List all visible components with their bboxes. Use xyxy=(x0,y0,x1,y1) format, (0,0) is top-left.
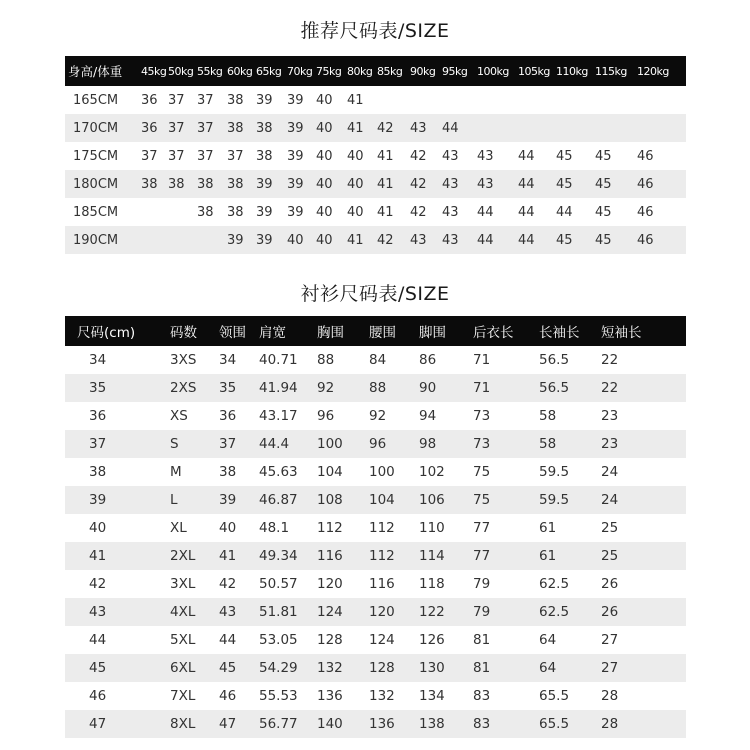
shirt-column-header: 码数 xyxy=(170,325,197,341)
shirt-size-cell: 88 xyxy=(317,352,335,368)
shirt-size-cell: 84 xyxy=(369,352,387,368)
recommended-size-cell xyxy=(442,86,477,114)
shirt-size-cell: 83 xyxy=(473,688,491,704)
shirt-size-cell: 140 xyxy=(317,716,343,732)
recommended-size-cell: 43 xyxy=(442,148,459,164)
recommend-row xyxy=(65,142,686,170)
shirt-size-cell: 122 xyxy=(419,604,445,620)
recommended-size-cell: 38 xyxy=(197,176,214,192)
shirt-size-cell: 45.63 xyxy=(259,464,298,480)
recommended-size-cell: 40 xyxy=(287,232,304,248)
shirt-column-header: 尺码(cm) xyxy=(77,325,136,341)
recommended-size-cell: 44 xyxy=(518,176,535,192)
shirt-size-cell: 36 xyxy=(219,408,237,424)
shirt-size-cell: 49.34 xyxy=(259,548,298,564)
recommended-size-cell: 38 xyxy=(141,176,158,192)
shirt-size-row xyxy=(65,514,686,542)
recommended-size-cell: 44 xyxy=(518,148,535,164)
recommended-size-cell: 39 xyxy=(256,176,273,192)
shirt-size-cell: 120 xyxy=(317,576,343,592)
shirt-size-cell: 39 xyxy=(219,492,237,508)
weight-header: 50kg xyxy=(168,64,194,78)
shirt-size-cell: 44 xyxy=(219,632,237,648)
shirt-size-cell: 54.29 xyxy=(259,660,298,676)
recommended-size-cell: 43 xyxy=(410,232,427,248)
shirt-size-cell: 98 xyxy=(419,436,437,452)
shirt-size-cell: 5XL xyxy=(170,632,196,648)
recommended-size-cell: 45 xyxy=(595,232,612,248)
weight-header: 80kg xyxy=(347,64,373,78)
shirt-size-cell: 44 xyxy=(89,632,107,648)
recommended-size-cell: 37 xyxy=(168,120,185,136)
shirt-size-cell: 47 xyxy=(219,716,237,732)
shirt-size-cell: 41 xyxy=(219,548,237,564)
shirt-size-cell: 7XL xyxy=(170,688,196,704)
shirt-size-row xyxy=(65,598,686,626)
recommended-size-cell xyxy=(168,198,197,226)
recommend-row xyxy=(65,226,686,254)
shirt-size-cell: 58 xyxy=(539,408,557,424)
shirt-size-cell: 22 xyxy=(601,380,619,396)
height-cell: 185CM xyxy=(73,204,119,220)
shirt-size-cell: 40.71 xyxy=(259,352,298,368)
recommended-size-cell: 44 xyxy=(518,232,535,248)
shirt-size-cell: 3XL xyxy=(170,576,196,592)
weight-header: 115kg xyxy=(595,64,627,78)
recommended-size-cell: 38 xyxy=(227,176,244,192)
weight-header: 110kg xyxy=(556,64,588,78)
shirt-size-cell: 43 xyxy=(219,604,237,620)
shirt-size-cell: 59.5 xyxy=(539,492,570,508)
shirt-size-cell: 27 xyxy=(601,660,619,676)
shirt-column-header: 领围 xyxy=(219,325,246,341)
shirt-size-cell: 90 xyxy=(419,380,437,396)
shirt-size-row xyxy=(65,682,686,710)
shirt-size-cell: 38 xyxy=(219,464,237,480)
shirt-size-cell: 39 xyxy=(89,492,107,508)
recommended-size-cell: 44 xyxy=(477,232,494,248)
shirt-size-cell: 43.17 xyxy=(259,408,298,424)
weight-header: 45kg xyxy=(141,64,167,78)
shirt-size-cell: 40 xyxy=(89,520,107,536)
shirt-size-cell: 6XL xyxy=(170,660,196,676)
recommended-size-cell: 37 xyxy=(141,148,158,164)
height-weight-corner-header: 身高/体重 xyxy=(68,64,123,79)
recommended-size-cell: 45 xyxy=(556,148,573,164)
shirt-size-cell: 35 xyxy=(219,380,237,396)
recommended-size-cell: 37 xyxy=(227,148,244,164)
shirt-size-cell: 25 xyxy=(601,548,619,564)
shirt-size-cell: 83 xyxy=(473,716,491,732)
recommended-size-cell: 43 xyxy=(442,176,459,192)
recommended-size-cell: 39 xyxy=(256,204,273,220)
shirt-size-cell: 22 xyxy=(601,352,619,368)
shirt-size-cell: 116 xyxy=(369,576,395,592)
shirt-size-cell: 50.57 xyxy=(259,576,298,592)
recommended-size-cell: 40 xyxy=(347,176,364,192)
shirt-size-cell: L xyxy=(170,492,178,508)
recommended-size-cell xyxy=(518,114,556,142)
shirt-size-cell: 3XS xyxy=(170,352,197,368)
recommended-size-cell xyxy=(141,198,168,226)
recommended-size-cell xyxy=(518,86,556,114)
recommended-size-cell: 43 xyxy=(477,148,494,164)
shirt-size-cell: 62.5 xyxy=(539,604,570,620)
recommended-size-cell: 39 xyxy=(287,92,304,108)
shirt-size-cell: 104 xyxy=(317,464,343,480)
shirt-size-cell: 106 xyxy=(419,492,445,508)
shirt-size-cell: 56.5 xyxy=(539,352,570,368)
shirt-size-cell: 130 xyxy=(419,660,445,676)
shirt-size-cell: 24 xyxy=(601,492,619,508)
shirt-column-header: 肩宽 xyxy=(259,325,286,341)
shirt-size-cell: 58 xyxy=(539,436,557,452)
recommended-size-cell: 38 xyxy=(227,120,244,136)
shirt-size-cell: 92 xyxy=(369,408,387,424)
weight-header: 90kg xyxy=(410,64,436,78)
shirt-size-cell: 24 xyxy=(601,464,619,480)
recommended-size-cell: 38 xyxy=(197,204,214,220)
shirt-column-header: 腰围 xyxy=(369,325,396,341)
recommended-size-cell: 45 xyxy=(556,232,573,248)
shirt-size-cell: 26 xyxy=(601,604,619,620)
recommended-size-cell: 44 xyxy=(477,204,494,220)
recommended-size-cell: 46 xyxy=(637,232,654,248)
shirt-size-cell: 23 xyxy=(601,436,619,452)
recommended-size-cell xyxy=(637,86,686,114)
shirt-size-cell: 128 xyxy=(369,660,395,676)
shirt-column-header: 脚围 xyxy=(419,325,446,341)
shirt-size-cell: 104 xyxy=(369,492,395,508)
recommended-size-cell: 42 xyxy=(410,204,427,220)
shirt-size-cell: M xyxy=(170,464,182,480)
shirt-column-header: 胸围 xyxy=(317,325,344,341)
recommended-size-cell xyxy=(197,226,227,254)
recommended-size-cell: 45 xyxy=(595,176,612,192)
recommended-size-cell: 43 xyxy=(442,204,459,220)
shirt-size-cell: 2XL xyxy=(170,548,196,564)
recommended-size-cell xyxy=(377,86,410,114)
shirt-size-cell: 138 xyxy=(419,716,445,732)
shirt-size-row xyxy=(65,430,686,458)
height-cell: 180CM xyxy=(73,176,119,192)
recommended-size-cell: 44 xyxy=(442,120,459,136)
shirt-size-row xyxy=(65,710,686,738)
recommended-size-cell xyxy=(477,114,518,142)
shirt-size-cell: 73 xyxy=(473,408,491,424)
shirt-size-cell: 71 xyxy=(473,352,491,368)
shirt-size-cell: 45 xyxy=(219,660,237,676)
recommended-size-cell: 40 xyxy=(316,232,333,248)
recommended-size-cell: 39 xyxy=(287,148,304,164)
weight-header: 105kg xyxy=(518,64,550,78)
shirt-size-cell: 61 xyxy=(539,520,557,536)
shirt-size-cell: 55.53 xyxy=(259,688,298,704)
recommended-size-cell: 36 xyxy=(141,120,158,136)
shirt-size-cell: 116 xyxy=(317,548,343,564)
shirt-size-cell: 128 xyxy=(317,632,343,648)
shirt-size-cell: 108 xyxy=(317,492,343,508)
shirt-size-row xyxy=(65,374,686,402)
shirt-size-cell: 88 xyxy=(369,380,387,396)
shirt-column-header: 后衣长 xyxy=(473,325,514,341)
shirt-column-header: 长袖长 xyxy=(539,325,580,341)
weight-header: 75kg xyxy=(316,64,342,78)
shirt-size-cell: 35 xyxy=(89,380,107,396)
shirt-size-row xyxy=(65,570,686,598)
shirt-size-cell: 81 xyxy=(473,660,491,676)
shirt-size-cell: 124 xyxy=(317,604,343,620)
shirt-size-cell: 94 xyxy=(419,408,437,424)
weight-header: 55kg xyxy=(197,64,223,78)
recommended-size-cell: 41 xyxy=(347,120,364,136)
shirt-size-cell: 136 xyxy=(369,716,395,732)
shirt-size-row xyxy=(65,458,686,486)
recommended-size-cell: 44 xyxy=(556,204,573,220)
shirt-header-row xyxy=(65,316,686,346)
recommend-row xyxy=(65,86,686,114)
recommended-size-cell: 38 xyxy=(168,176,185,192)
shirt-size-cell: 102 xyxy=(419,464,445,480)
shirt-size-cell: 75 xyxy=(473,492,491,508)
recommended-size-cell: 37 xyxy=(168,92,185,108)
recommended-size-cell: 40 xyxy=(347,204,364,220)
recommended-size-cell xyxy=(595,86,637,114)
shirt-size-cell: 81 xyxy=(473,632,491,648)
shirt-size-cell: 28 xyxy=(601,688,619,704)
height-cell: 175CM xyxy=(73,148,119,164)
shirt-size-cell: 112 xyxy=(369,520,395,536)
shirt-size-cell: 112 xyxy=(369,548,395,564)
recommended-size-cell: 40 xyxy=(316,120,333,136)
weight-header: 120kg xyxy=(637,64,669,78)
shirt-size-cell: 23 xyxy=(601,408,619,424)
shirt-size-cell: 56.5 xyxy=(539,380,570,396)
shirt-size-row xyxy=(65,654,686,682)
shirt-size-cell: 79 xyxy=(473,604,491,620)
shirt-size-cell: 59.5 xyxy=(539,464,570,480)
recommended-size-cell xyxy=(556,86,595,114)
height-cell: 165CM xyxy=(73,92,119,108)
shirt-size-cell: 132 xyxy=(317,660,343,676)
weight-header: 70kg xyxy=(287,64,313,78)
shirt-size-cell: 26 xyxy=(601,576,619,592)
recommend-row xyxy=(65,114,686,142)
shirt-size-cell: S xyxy=(170,436,179,452)
recommended-size-cell: 39 xyxy=(256,232,273,248)
recommended-size-cell: 40 xyxy=(316,176,333,192)
shirt-size-cell: 44.4 xyxy=(259,436,290,452)
shirt-size-cell: 37 xyxy=(219,436,237,452)
shirt-size-row xyxy=(65,542,686,570)
shirt-size-cell: 77 xyxy=(473,520,491,536)
shirt-size-cell: 61 xyxy=(539,548,557,564)
recommended-size-cell: 42 xyxy=(377,120,394,136)
shirt-size-cell: 92 xyxy=(317,380,335,396)
shirt-size-cell: 46.87 xyxy=(259,492,298,508)
recommended-size-cell: 43 xyxy=(442,232,459,248)
height-cell: 190CM xyxy=(73,232,119,248)
recommended-size-cell: 38 xyxy=(256,120,273,136)
shirt-size-cell: 132 xyxy=(369,688,395,704)
shirt-size-cell: 64 xyxy=(539,660,557,676)
shirt-size-cell: 136 xyxy=(317,688,343,704)
recommended-size-cell: 41 xyxy=(347,232,364,248)
shirt-size-cell: 36 xyxy=(89,408,107,424)
shirt-size-cell: 126 xyxy=(419,632,445,648)
shirt-column-header: 短袖长 xyxy=(601,325,642,341)
shirt-size-cell: 62.5 xyxy=(539,576,570,592)
shirt-size-cell: 42 xyxy=(219,576,237,592)
shirt-size-cell: 34 xyxy=(219,352,237,368)
recommended-size-cell: 42 xyxy=(410,148,427,164)
recommended-size-cell: 42 xyxy=(377,232,394,248)
recommended-size-cell: 45 xyxy=(595,204,612,220)
shirt-size-cell: 79 xyxy=(473,576,491,592)
recommended-size-cell: 43 xyxy=(410,120,427,136)
shirt-size-cell: 112 xyxy=(317,520,343,536)
shirt-size-cell: 118 xyxy=(419,576,445,592)
weight-header: 65kg xyxy=(256,64,282,78)
recommended-size-cell: 43 xyxy=(477,176,494,192)
shirt-size-cell: 25 xyxy=(601,520,619,536)
shirt-size-cell: 56.77 xyxy=(259,716,298,732)
recommended-size-cell: 46 xyxy=(637,148,654,164)
shirt-size-row xyxy=(65,346,686,374)
recommended-size-cell: 38 xyxy=(227,204,244,220)
recommended-size-cell: 46 xyxy=(637,204,654,220)
recommended-size-cell: 39 xyxy=(287,204,304,220)
recommended-size-cell: 37 xyxy=(168,148,185,164)
weight-header: 60kg xyxy=(227,64,253,78)
shirt-size-title: 衬衫尺码表/SIZE xyxy=(300,283,450,305)
shirt-size-cell: 41 xyxy=(89,548,107,564)
recommended-size-cell: 39 xyxy=(256,92,273,108)
shirt-size-cell: 27 xyxy=(601,632,619,648)
recommended-size-cell: 37 xyxy=(197,148,214,164)
shirt-size-cell: XL xyxy=(170,520,187,536)
shirt-size-cell: 8XL xyxy=(170,716,196,732)
weight-header: 100kg xyxy=(477,64,509,78)
shirt-size-cell: 42 xyxy=(89,576,107,592)
shirt-size-cell: 120 xyxy=(369,604,395,620)
recommended-size-cell xyxy=(637,114,686,142)
shirt-size-cell: 28 xyxy=(601,716,619,732)
shirt-size-cell: 100 xyxy=(317,436,343,452)
shirt-size-cell: 75 xyxy=(473,464,491,480)
recommend-size-table xyxy=(65,56,686,254)
shirt-size-cell: 2XS xyxy=(170,380,197,396)
shirt-size-cell: 134 xyxy=(419,688,445,704)
recommended-size-cell: 38 xyxy=(227,92,244,108)
recommend-size-title: 推荐尺码表/SIZE xyxy=(300,20,450,42)
shirt-size-cell: 53.05 xyxy=(259,632,298,648)
shirt-size-cell: 77 xyxy=(473,548,491,564)
shirt-size-cell: 96 xyxy=(369,436,387,452)
shirt-size-cell: 114 xyxy=(419,548,445,564)
shirt-size-cell: 73 xyxy=(473,436,491,452)
shirt-size-cell: 100 xyxy=(369,464,395,480)
recommended-size-cell: 39 xyxy=(287,120,304,136)
recommend-row xyxy=(65,170,686,198)
recommended-size-cell: 39 xyxy=(227,232,244,248)
recommended-size-cell xyxy=(595,114,637,142)
weight-header: 95kg xyxy=(442,64,468,78)
recommended-size-cell: 36 xyxy=(141,92,158,108)
shirt-size-cell: 124 xyxy=(369,632,395,648)
shirt-size-cell: 34 xyxy=(89,352,107,368)
recommended-size-cell: 40 xyxy=(316,204,333,220)
recommended-size-cell xyxy=(556,114,595,142)
shirt-size-cell: 96 xyxy=(317,408,335,424)
weight-header: 85kg xyxy=(377,64,403,78)
shirt-size-cell: 46 xyxy=(219,688,237,704)
recommend-row xyxy=(65,198,686,226)
recommended-size-cell: 41 xyxy=(377,176,394,192)
recommended-size-cell xyxy=(168,226,197,254)
recommended-size-cell: 37 xyxy=(197,92,214,108)
recommended-size-cell: 45 xyxy=(556,176,573,192)
recommended-size-cell: 41 xyxy=(377,148,394,164)
shirt-size-cell: 71 xyxy=(473,380,491,396)
shirt-size-cell: 38 xyxy=(89,464,107,480)
shirt-size-cell: 65.5 xyxy=(539,688,570,704)
shirt-size-cell: 65.5 xyxy=(539,716,570,732)
recommended-size-cell: 40 xyxy=(316,92,333,108)
recommended-size-cell: 41 xyxy=(347,92,364,108)
recommended-size-cell: 44 xyxy=(518,204,535,220)
shirt-size-cell: 51.81 xyxy=(259,604,298,620)
shirt-size-cell: 40 xyxy=(219,520,237,536)
recommended-size-cell: 45 xyxy=(595,148,612,164)
recommended-size-cell xyxy=(141,226,168,254)
shirt-size-cell: 41.94 xyxy=(259,380,298,396)
recommended-size-cell: 41 xyxy=(377,204,394,220)
shirt-size-cell: 86 xyxy=(419,352,437,368)
shirt-size-cell: 64 xyxy=(539,632,557,648)
height-cell: 170CM xyxy=(73,120,119,136)
recommended-size-cell: 40 xyxy=(316,148,333,164)
recommended-size-cell: 40 xyxy=(347,148,364,164)
shirt-size-row xyxy=(65,486,686,514)
recommend-header-row xyxy=(65,56,686,86)
recommended-size-cell: 37 xyxy=(197,120,214,136)
shirt-size-cell: 43 xyxy=(89,604,107,620)
shirt-size-row xyxy=(65,626,686,654)
shirt-size-table xyxy=(65,316,686,738)
shirt-size-cell: 47 xyxy=(89,716,107,732)
shirt-size-cell: 4XL xyxy=(170,604,196,620)
shirt-size-cell: 110 xyxy=(419,520,445,536)
shirt-size-cell: XS xyxy=(170,408,188,424)
recommended-size-cell xyxy=(477,86,518,114)
shirt-size-cell: 37 xyxy=(89,436,107,452)
recommended-size-cell: 38 xyxy=(256,148,273,164)
shirt-size-row xyxy=(65,402,686,430)
recommended-size-cell: 42 xyxy=(410,176,427,192)
recommended-size-cell xyxy=(410,86,442,114)
shirt-size-cell: 45 xyxy=(89,660,107,676)
recommended-size-cell: 46 xyxy=(637,176,654,192)
shirt-size-cell: 46 xyxy=(89,688,107,704)
shirt-size-cell: 48.1 xyxy=(259,520,290,536)
recommended-size-cell: 39 xyxy=(287,176,304,192)
